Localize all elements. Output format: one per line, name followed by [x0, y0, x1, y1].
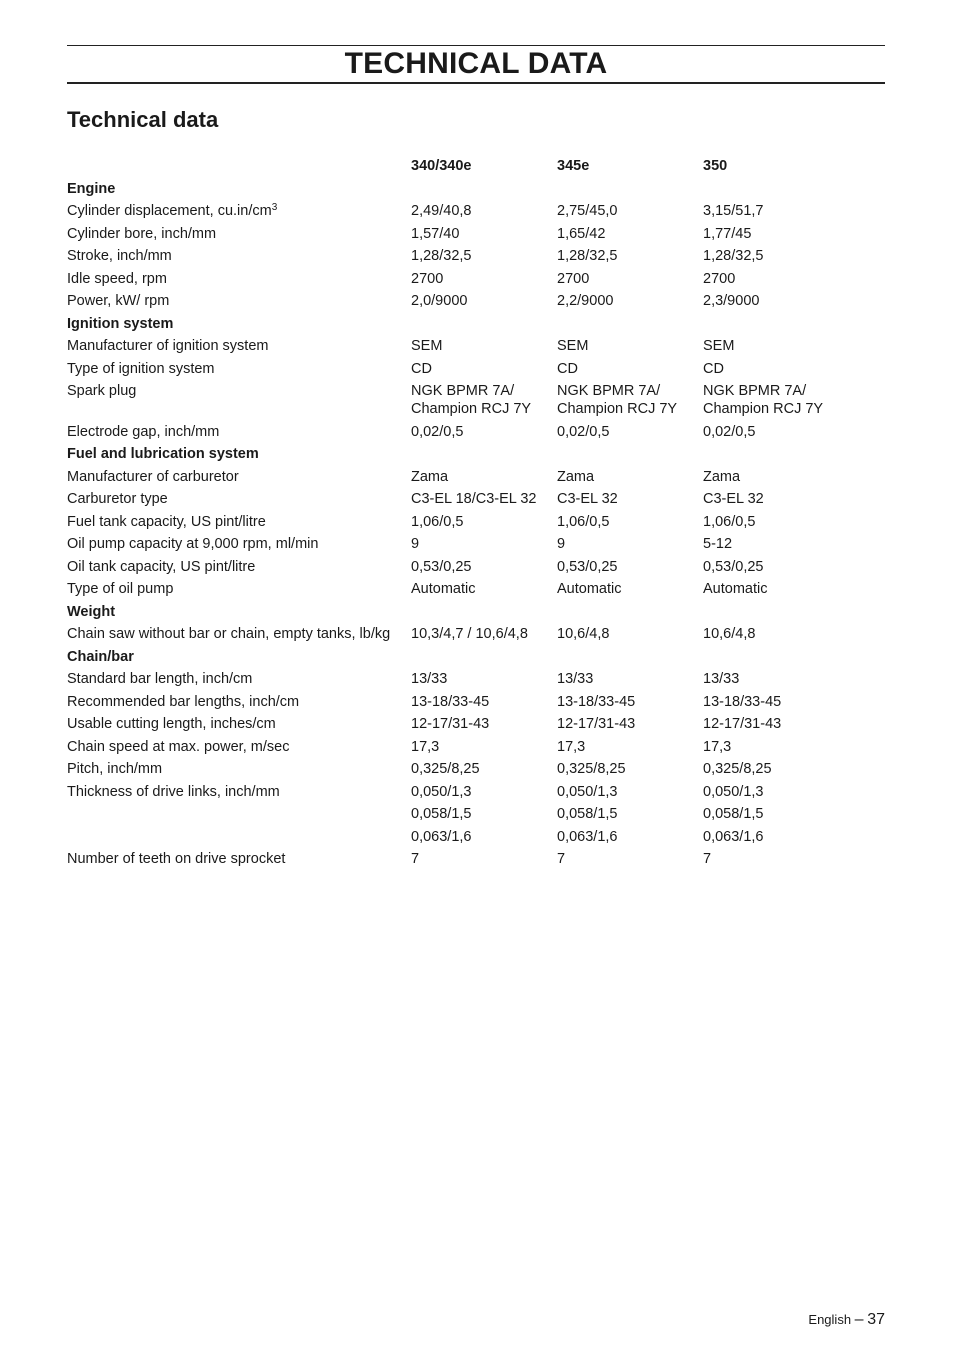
cell-value: 2,49/40,8: [411, 203, 472, 219]
cell-value: 7: [411, 851, 420, 867]
table-row: [67, 781, 885, 804]
footer-separator: –: [854, 1311, 864, 1328]
row-label-text: Type of oil pump: [67, 581, 174, 597]
cell-value: 1,28/32,5: [557, 248, 618, 264]
row-label-text: Oil pump capacity at 9,000 rpm, ml/min: [67, 536, 319, 552]
column-header-row: [67, 155, 885, 178]
row-label-text: Number of teeth on drive sprocket: [67, 851, 286, 867]
section-heading: [67, 648, 411, 666]
table-row: [67, 421, 885, 444]
row-label: [67, 202, 411, 220]
cell-value: 1,06/0,5: [703, 513, 756, 530]
table-row: [67, 380, 885, 421]
cell-value: C3-EL 32: [557, 491, 618, 507]
cell-value: 12-17/31-43: [557, 716, 636, 732]
cell-value: Automatic: [557, 581, 622, 597]
section-heading-row: [67, 601, 885, 624]
cell-value: 0,53/0,25: [703, 558, 764, 575]
row-label: [67, 828, 411, 846]
row-label: [67, 270, 411, 288]
row-label: [67, 382, 411, 418]
row-label-text: Usable cutting length, inches/cm: [67, 716, 276, 732]
section-heading-row: [67, 178, 885, 201]
cell-value: 10,6/4,8: [703, 626, 756, 642]
cell-value: 17,3: [411, 738, 440, 755]
row-label: [67, 783, 411, 801]
cell-value: 0,02/0,5: [411, 423, 464, 440]
cell-value: 13/33: [411, 671, 448, 687]
cell-value: 1,28/32,5: [703, 248, 764, 264]
cell-value: 0,325/8,25: [703, 761, 772, 777]
cell-value: 2,3/9000: [703, 293, 760, 309]
column-header: 345e: [557, 158, 590, 174]
section-heading: [67, 445, 411, 463]
table-row: [67, 335, 885, 358]
cell-value: SEM: [411, 338, 443, 354]
table-row: [67, 556, 885, 579]
cell-value: 1,57/40: [411, 225, 460, 242]
page-number: 37: [867, 1311, 885, 1328]
cell-value: 13/33: [557, 671, 594, 687]
cell-value: 13-18/33-45: [557, 693, 636, 710]
section-heading-row: [67, 443, 885, 466]
row-label: [67, 558, 411, 576]
cell-value: 9: [557, 536, 566, 552]
table-row: [67, 848, 885, 871]
row-label-text: Fuel tank capacity, US pint/litre: [67, 513, 266, 530]
table-row: [67, 533, 885, 556]
row-label: [67, 535, 411, 553]
cell-value: 0,050/1,3: [703, 783, 764, 800]
row-label: [67, 625, 411, 643]
cell-value: 1,65/42: [557, 225, 606, 242]
cell-value: 1,06/0,5: [411, 513, 464, 530]
cell-value: CD: [411, 360, 432, 377]
row-label: [67, 670, 411, 688]
table-row: [67, 578, 885, 601]
cell-value: 17,3: [557, 738, 586, 755]
row-label-text: Power, kW/ rpm: [67, 293, 170, 309]
column-header-spacer: [67, 157, 411, 175]
table-row: [67, 488, 885, 511]
row-label-text: Chain speed at max. power, m/sec: [67, 738, 290, 755]
cell-value: 2,0/9000: [411, 293, 468, 309]
cell-value: 10,3/4,7 / 10,6/4,8: [411, 626, 528, 642]
cell-value: Zama: [557, 468, 595, 485]
cell-value: 12-17/31-43: [411, 716, 490, 732]
table-row: [67, 623, 885, 646]
cell-value: 5-12: [703, 536, 733, 552]
row-label-text: Weight: [67, 603, 116, 620]
row-label: [67, 468, 411, 486]
cell-value: 0,058/1,5: [557, 806, 618, 822]
row-label-text: Engine: [67, 180, 116, 197]
table-row: [67, 826, 885, 849]
cell-value: C3-EL 18/C3-EL 32: [411, 491, 537, 507]
header-title: TECHNICAL DATA: [344, 47, 608, 80]
row-label: [67, 805, 411, 823]
cell-value: 0,02/0,5: [557, 423, 610, 440]
cell-value: 0,050/1,3: [557, 783, 618, 800]
row-label: [67, 513, 411, 531]
row-label-text: Fuel and lubrication system: [67, 446, 259, 462]
row-label-text: Thickness of drive links, inch/mm: [67, 783, 280, 800]
row-label-text: Spark plug: [67, 383, 137, 399]
cell-value: C3-EL 32: [703, 491, 764, 507]
cell-value: 13/33: [703, 671, 740, 687]
table-row: [67, 668, 885, 691]
cell-value: 12-17/31-43: [703, 716, 782, 732]
row-label: [67, 247, 411, 265]
page-footer: [808, 1311, 885, 1329]
row-label: [67, 715, 411, 733]
cell-value: 2700: [557, 270, 590, 287]
table-row: [67, 713, 885, 736]
cell-value: 10,6/4,8: [557, 626, 610, 642]
table-row: [67, 691, 885, 714]
section-heading: [67, 180, 411, 198]
footer-language: English: [808, 1312, 852, 1327]
cell-value: 1,06/0,5: [557, 513, 610, 530]
specifications-table: [67, 155, 885, 871]
table-row: [67, 511, 885, 534]
row-label-text: Ignition system: [67, 315, 174, 332]
cell-value: 7: [703, 851, 712, 867]
row-label: [67, 423, 411, 441]
row-label: [67, 580, 411, 598]
cell-value: 1,28/32,5: [411, 248, 472, 264]
cell-value: SEM: [557, 338, 589, 354]
row-label-text: Type of ignition system: [67, 360, 215, 377]
row-label-text: Carburetor type: [67, 491, 168, 507]
table-row: [67, 245, 885, 268]
cell-value: 3,15/51,7: [703, 203, 764, 219]
table-row: [67, 803, 885, 826]
row-label-text: Chain/bar: [67, 648, 134, 665]
cell-value: 0,058/1,5: [411, 806, 472, 822]
cell-value: 1,77/45: [703, 225, 752, 242]
cell-value: 0,050/1,3: [411, 783, 472, 800]
cell-value: NGK BPMR 7A/ Champion RCJ 7Y: [411, 383, 532, 417]
section-title: Technical data: [67, 107, 219, 132]
row-label-text: Cylinder bore, inch/mm: [67, 225, 217, 242]
row-label-text: Standard bar length, inch/cm: [67, 671, 253, 687]
section-heading-row: [67, 646, 885, 669]
cell-value: SEM: [703, 338, 735, 354]
row-label: [67, 760, 411, 778]
row-label: [67, 850, 411, 868]
cell-value: 9: [411, 536, 420, 552]
cell-value: 0,325/8,25: [557, 761, 626, 777]
row-label-text: Manufacturer of ignition system: [67, 338, 269, 354]
cell-value: 2700: [703, 270, 736, 287]
cell-value: 0,02/0,5: [703, 423, 756, 440]
row-label: [67, 337, 411, 355]
section-heading-row: [67, 313, 885, 336]
cell-value: 2700: [411, 270, 444, 287]
cell-value: NGK BPMR 7A/ Champion RCJ 7Y: [557, 383, 678, 417]
cell-value: 2,2/9000: [557, 293, 614, 309]
row-label: [67, 738, 411, 756]
row-label-text: Electrode gap, inch/mm: [67, 423, 220, 440]
table-row: [67, 223, 885, 246]
table-row: [67, 200, 885, 223]
row-label-text: Cylinder displacement, cu.in/cm: [67, 203, 272, 219]
row-label-text: Pitch, inch/mm: [67, 761, 163, 777]
table-row: [67, 290, 885, 313]
cell-value: 0,063/1,6: [411, 828, 472, 845]
table-row: [67, 758, 885, 781]
cell-value: 0,53/0,25: [411, 558, 472, 575]
column-header: 350: [703, 158, 728, 174]
cell-value: NGK BPMR 7A/ Champion RCJ 7Y: [703, 383, 824, 417]
column-header: 340/340e: [411, 158, 472, 174]
page-header: [67, 45, 885, 84]
cell-value: 13-18/33-45: [703, 693, 782, 710]
row-label: [67, 693, 411, 711]
row-label: [67, 225, 411, 243]
row-label-text: Stroke, inch/mm: [67, 248, 172, 264]
cell-value: 2,75/45,0: [557, 203, 618, 219]
section-heading: [67, 603, 411, 621]
cell-value: 0,063/1,6: [703, 828, 764, 845]
cell-value: 0,53/0,25: [557, 558, 618, 575]
section-heading: [67, 315, 411, 333]
superscript: 3: [271, 202, 278, 213]
cell-value: CD: [703, 360, 724, 377]
cell-value: CD: [557, 360, 578, 377]
row-label: [67, 292, 411, 310]
cell-value: 0,063/1,6: [557, 828, 618, 845]
cell-value: Zama: [411, 468, 449, 485]
table-row: [67, 466, 885, 489]
row-label: [67, 490, 411, 508]
cell-value: Automatic: [703, 581, 768, 597]
cell-value: 0,325/8,25: [411, 761, 480, 777]
cell-value: Zama: [703, 468, 741, 485]
row-label-text: Idle speed, rpm: [67, 270, 167, 287]
row-label-text: Chain saw without bar or chain, empty tanks, lb/kg: [67, 626, 391, 642]
row-label-text: Oil tank capacity, US pint/litre: [67, 558, 256, 575]
row-label-text: Manufacturer of carburetor: [67, 468, 239, 485]
cell-value: 13-18/33-45: [411, 693, 490, 710]
table-row: [67, 268, 885, 291]
cell-value: 7: [557, 851, 566, 867]
table-row: [67, 358, 885, 381]
table-row: [67, 736, 885, 759]
row-label: [67, 360, 411, 378]
cell-value: Automatic: [411, 581, 476, 597]
row-label-text: Recommended bar lengths, inch/cm: [67, 693, 300, 710]
cell-value: 0,058/1,5: [703, 806, 764, 822]
cell-value: 17,3: [703, 738, 732, 755]
